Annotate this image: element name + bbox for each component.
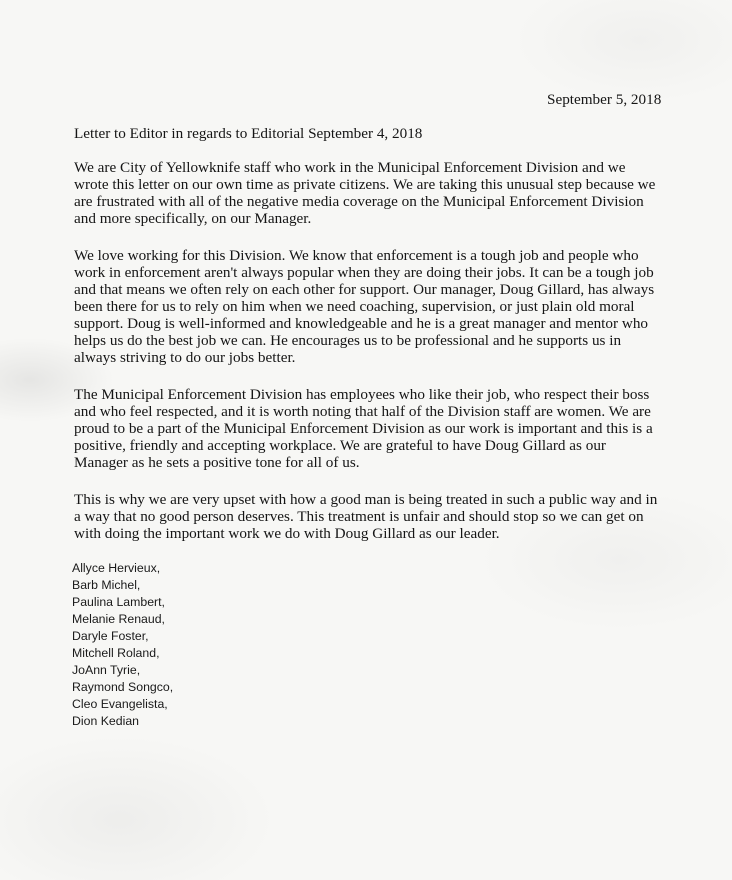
paragraph-line: helps us do the best job we can. He encourages us to be professional and he supports us in [74,332,622,349]
signature-name: Daryle Foster, [72,629,149,643]
signature-name: JoAnn Tyrie, [72,663,141,677]
paragraph-line: positive, friendly and accepting workplace. We are grateful to have Doug Gillard as our [74,437,606,454]
paragraph-line: and who feel respected, and it is worth noting that half of the Division staff are women. We are [74,403,651,420]
signature-name: Allyce Hervieux, [72,561,161,575]
signature-name: Raymond Songco, [72,680,174,694]
paragraph-line: with doing the important work we do with Doug Gillard as our leader. [74,525,500,542]
paragraph-4 [74,491,664,542]
signature-name: Mitchell Roland, [72,646,160,660]
signature-name: Barb Michel, [72,578,141,592]
signature-name: Melanie Renaud, [72,612,165,626]
paragraph-line: always striving to do our jobs better. [74,349,296,366]
letter-subject: Letter to Editor in regards to Editorial September 4, 2018 [74,125,423,142]
paragraph-line: a way that no good person deserves. This treatment is unfair and should stop so we can get on [74,508,644,525]
paragraph-line: This is why we are very upset with how a good man is being treated in such a public way and in [74,491,658,508]
paragraph-line: The Municipal Enforcement Division has employees who like their job, who respect their boss [74,386,650,403]
paragraph-line: wrote this letter on our own time as private citizens. We are taking this unusual step because we [74,176,656,193]
signature-list [72,560,173,730]
paragraph-line: are frustrated with all of the negative media coverage on the Municipal Enforcement Division [74,193,644,210]
signature-name: Cleo Evangelista, [72,697,168,711]
paragraph-line: been there for us to rely on him when we need coaching, supervision, or just plain old moral [74,298,635,315]
paragraph-line: We love working for this Division. We know that enforcement is a tough job and people who [74,247,639,264]
letter-date: September 5, 2018 [547,91,662,108]
paragraph-line: work in enforcement aren't always popular when they are doing their jobs. It can be a tough job [74,264,654,281]
paragraph-2 [74,247,664,366]
signature-name: Paulina Lambert, [72,595,165,609]
paragraph-line: support. Doug is well-informed and knowledgeable and he is a great manager and mentor who [74,315,649,332]
paragraph-3 [74,386,664,471]
paragraph-line: Manager as he sets a positive tone for all of us. [74,454,360,471]
paragraph-1 [74,159,664,227]
paragraph-line: We are City of Yellowknife staff who work in the Municipal Enforcement Division and we [74,159,626,176]
paragraph-line: proud to be a part of the Municipal Enforcement Division as our work is important and this is a [74,420,653,437]
paragraph-line: and more specifically, on our Manager. [74,210,312,227]
signature-name: Dion Kedian [72,714,139,728]
paragraph-line: and that means we often rely on each other for support. Our manager, Doug Gillard, has always [74,281,655,298]
